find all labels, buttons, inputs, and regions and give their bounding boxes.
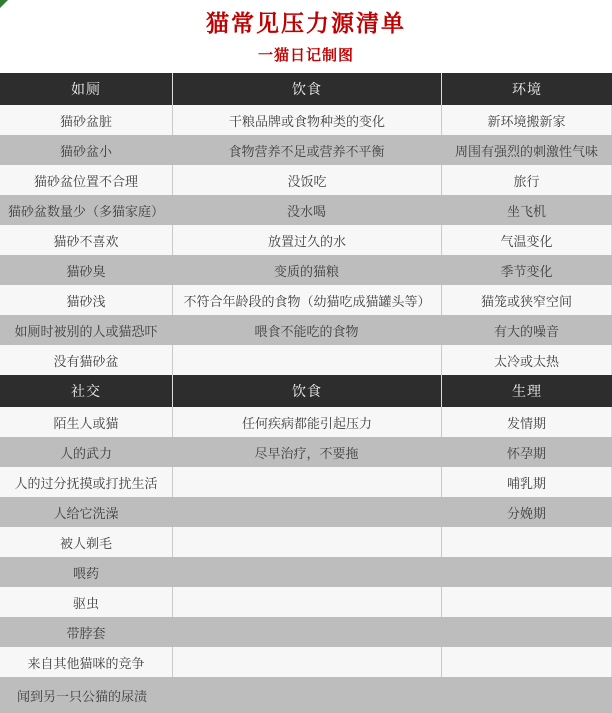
table-cell — [172, 647, 441, 677]
header-cell: 社交 — [71, 383, 101, 399]
table-cell: 坐飞机 — [506, 203, 546, 219]
table-cell: 太冷或太热 — [441, 345, 612, 375]
table-cell: 哺乳期 — [441, 467, 612, 497]
green-corner-marker-icon — [0, 0, 8, 8]
table-row — [0, 527, 612, 557]
table-row — [0, 587, 612, 617]
table-cell — [441, 647, 612, 677]
table-cell: 放置过久的水 — [172, 225, 441, 255]
table-cell: 变质的猫粮 — [273, 263, 339, 279]
page-subtitle: 一猫日记制图 — [257, 47, 354, 64]
table-cell — [172, 467, 441, 497]
table-cell: 分娩期 — [506, 505, 546, 521]
table-cell: 没水喝 — [286, 203, 326, 219]
header-cell: 如厕 — [71, 81, 101, 97]
header-cell: 饮食 — [172, 73, 441, 105]
table-row — [0, 135, 612, 165]
table-cell: 尽早治疗，不要拖 — [254, 445, 359, 461]
table-cell — [441, 677, 612, 713]
table-cell: 旅行 — [441, 165, 612, 195]
stressor-table — [0, 73, 612, 713]
table-cell: 猫砂盆小 — [59, 143, 112, 159]
table-cell: 喂药 — [72, 565, 99, 581]
table-row — [0, 647, 612, 677]
table-cell: 干粮品牌或食物种类的变化 — [172, 105, 441, 135]
table-cell: 任何疾病都能引起压力 — [172, 407, 441, 437]
table-row — [0, 345, 612, 375]
table-row — [0, 617, 612, 647]
table-cell: 猫砂不喜欢 — [53, 233, 119, 249]
table-cell: 猫砂臭 — [66, 263, 106, 279]
table-cell: 没有猫砂盆 — [53, 353, 119, 369]
table-cell — [172, 587, 441, 617]
table-cell — [441, 617, 612, 647]
table-row — [0, 407, 612, 437]
table-cell — [172, 617, 441, 647]
table-cell: 猫笼或狭窄空间 — [441, 285, 612, 315]
table-row — [0, 225, 612, 255]
table-cell: 猫砂浅 — [66, 293, 106, 309]
header-cell: 生理 — [441, 375, 612, 407]
table-row — [0, 557, 612, 587]
header-cell: 环境 — [441, 73, 612, 105]
table-cell: 怀孕期 — [506, 445, 546, 461]
table-cell — [172, 497, 441, 527]
table-cell: 带脖套 — [66, 625, 106, 641]
table-row — [0, 285, 612, 315]
table-cell: 发情期 — [441, 407, 612, 437]
table-cell: 如厕时被别的人或猫恐吓 — [14, 323, 158, 339]
table-cell: 被人剃毛 — [59, 535, 112, 551]
table-row — [0, 315, 612, 345]
table-cell: 闻到另一只公猫的尿渍 — [17, 688, 148, 704]
table-cell — [172, 345, 441, 375]
table-cell: 驱虫 — [72, 595, 99, 611]
table-cell: 猫砂盆位置不合理 — [33, 173, 138, 189]
table-row — [0, 437, 612, 467]
table-row — [0, 677, 612, 713]
table-cell — [172, 527, 441, 557]
table-cell: 人的过分抚摸或打扰生活 — [14, 475, 158, 491]
table-row — [0, 255, 612, 285]
table-cell: 猫砂盆数量少（多猫家庭） — [7, 203, 164, 219]
table-cell — [441, 557, 612, 587]
table-cell: 不符合年龄段的食物（幼猫吃成猫罐头等） — [172, 285, 441, 315]
table-cell: 新环境搬新家 — [441, 105, 612, 135]
table-cell — [172, 557, 441, 587]
table-row — [0, 467, 612, 497]
table-row — [0, 105, 612, 135]
section-header-row-1 — [0, 73, 612, 105]
table-cell: 喂食不能吃的食物 — [254, 323, 359, 339]
table-row — [0, 195, 612, 225]
table-cell: 来自其他猫咪的竞争 — [27, 655, 145, 671]
table-cell — [441, 527, 612, 557]
table-cell: 没饭吃 — [172, 165, 441, 195]
table-row — [0, 165, 612, 195]
table-cell: 人给它洗澡 — [53, 505, 119, 521]
header-cell: 饮食 — [172, 375, 441, 407]
table-cell: 周围有强烈的刺激性气味 — [454, 143, 598, 159]
table-cell: 人的武力 — [59, 445, 112, 461]
table-cell: 食物营养不足或营养不平衡 — [228, 143, 385, 159]
table-cell — [441, 587, 612, 617]
table-row — [0, 497, 612, 527]
table-cell: 猫砂盆脏 — [59, 113, 112, 129]
table-cell: 季节变化 — [500, 263, 553, 279]
table-cell — [172, 677, 441, 713]
table-cell: 有大的噪音 — [493, 323, 559, 339]
section-header-row-2 — [0, 375, 612, 407]
table-cell: 陌生人或猫 — [53, 415, 119, 431]
table-cell: 气温变化 — [441, 225, 612, 255]
page-title: 猫常见压力源清单 — [206, 10, 406, 36]
